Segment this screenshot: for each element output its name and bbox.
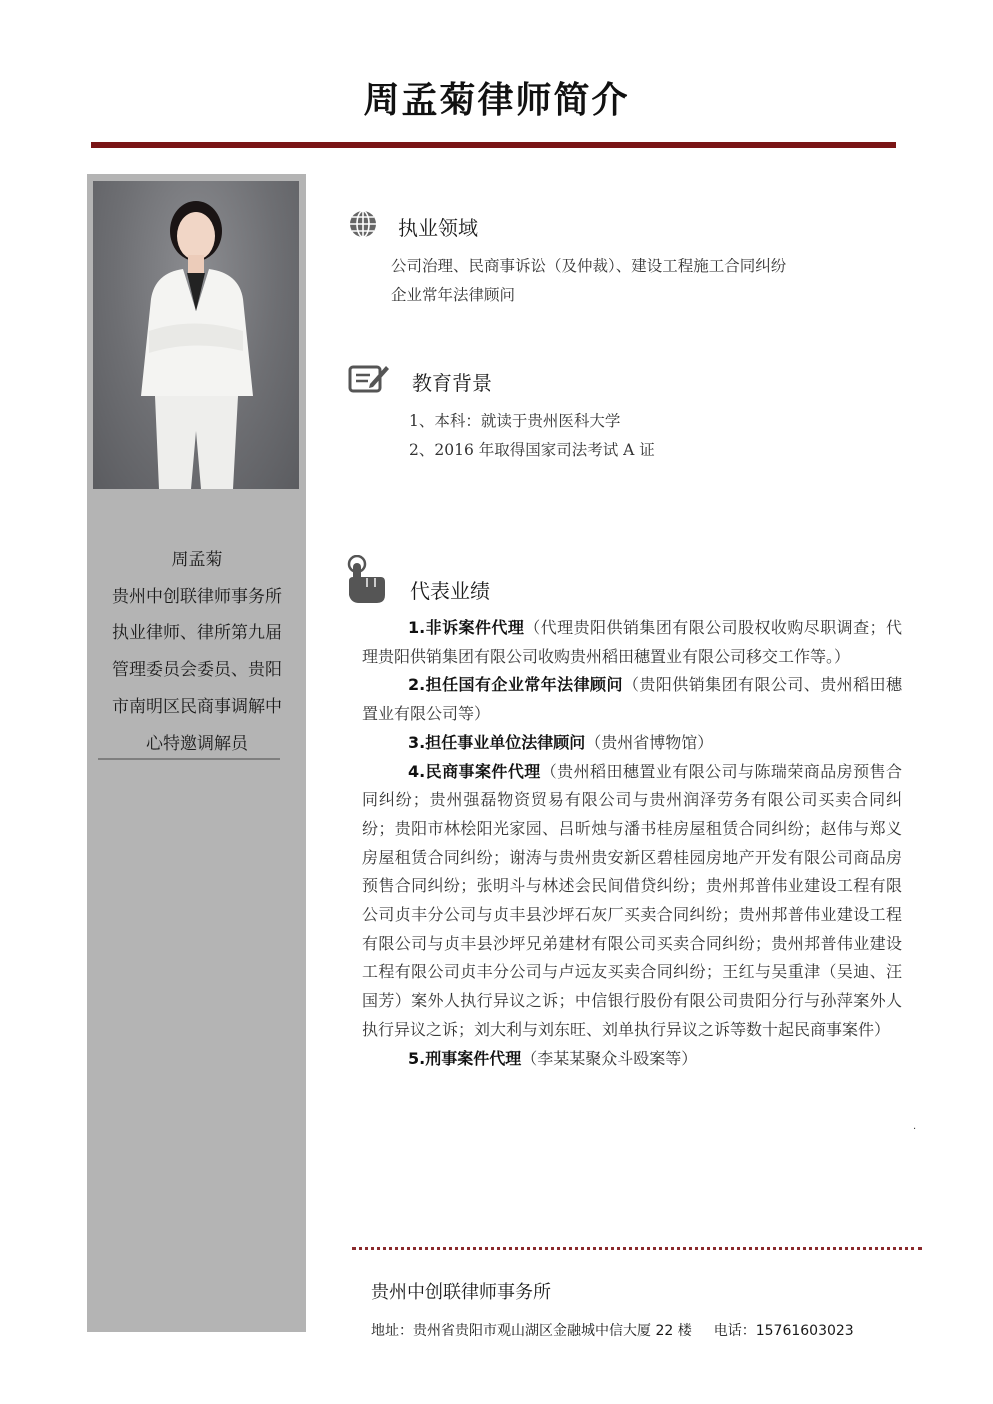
role-line: 执业律师、律所第九届 xyxy=(112,623,282,644)
achievement-body: （贵州稻田穗置业有限公司与陈瑞荣商品房预售合同纠纷；贵州强磊物资贸易有限公司与贵州润泽劳务有限公司买卖合同纠纷；贵阳市林桧阳光家园、吕昕烛与潘书桂房屋租赁合同纠纷；赵伟与郑义房屋租赁合同纠纷；谢涛与贵州贵安新区碧桂园房地产开发有限公司商品房预售合同纠纷；张明斗与林述会民间借贷纠纷；贵州邦普伟业建设工程有限公司贞丰分公司与贞丰县沙坪石灰厂买卖合同纠纷；贵州邦普伟业建设工程有限公司与贞丰县沙坪兄弟建材有限公司买卖合同纠纷；贵州邦普伟业建设工程有限公司贞丰分公司与卢远友买卖合同纠纷；王红与吴重津（吴迪、汪国芳）案外人执行异议之诉；中信银行股份有限公司贵阳分行与孙萍案外人执行异议之诉；刘大利与刘东旺、刘单执行异议之诉等数十起民商事案件） xyxy=(362,761,902,1039)
footer-contact xyxy=(371,1320,854,1340)
stray-mark: · xyxy=(913,1124,917,1135)
achievements-list xyxy=(362,614,902,1073)
pointing-hand-icon xyxy=(345,555,387,605)
edit-note-icon xyxy=(348,362,390,394)
achievement-item xyxy=(362,614,902,671)
footer-address: 地址：贵州省贵阳市观山湖区金融城中信大厦 22 楼 xyxy=(371,1323,692,1339)
practice-line: 企业常年法律顾问 xyxy=(391,286,516,304)
lawyer-name: 周孟菊 xyxy=(171,550,223,570)
education-line: 1、本科：就读于贵州医科大学 xyxy=(409,412,621,430)
role-line: 心特邀调解员 xyxy=(146,733,248,754)
footer-divider xyxy=(352,1247,922,1250)
page-title: 周孟菊律师简介 xyxy=(363,80,630,121)
achievement-body: （贵阳供销集团有限公司、贵州稻田穗置业有限公司等） xyxy=(362,675,902,724)
globe-icon xyxy=(348,209,378,239)
achievement-item xyxy=(362,671,902,728)
achievements-heading: 代表业绩 xyxy=(410,579,490,603)
footer-firm-name: 贵州中创联律师事务所 xyxy=(371,1282,551,1303)
achievement-title: 5.刑事案件代理 xyxy=(408,1048,522,1068)
education-line: 2、2016 年取得国家司法考试 A 证 xyxy=(409,441,655,459)
firm-name: 贵州中创联律师事务所 xyxy=(112,586,282,607)
footer-phone: 电话：15761603023 xyxy=(713,1323,854,1339)
role-line: 管理委员会委员、贵阳 xyxy=(112,660,282,681)
sidebar-divider xyxy=(98,758,280,760)
achievement-item xyxy=(362,729,902,758)
role-line: 市南明区民商事调解中 xyxy=(112,696,282,717)
practice-line: 公司治理、民商事诉讼（及仲裁）、建设工程施工合同纠纷 xyxy=(391,257,787,275)
profile-info xyxy=(97,542,297,762)
profile-photo xyxy=(93,181,299,489)
achievement-title: 4.民商事案件代理 xyxy=(408,761,541,781)
achievement-body: （李某某聚众斗殴案等） xyxy=(521,1048,698,1068)
achievement-body: （贵州省博物馆） xyxy=(585,732,714,752)
achievement-item xyxy=(362,1045,902,1074)
achievement-title: 1.非诉案件代理 xyxy=(408,618,525,637)
education-heading: 教育背景 xyxy=(412,371,492,395)
practice-heading: 执业领域 xyxy=(398,216,478,240)
achievement-item xyxy=(362,758,902,1045)
profile-sidebar xyxy=(87,174,306,1332)
achievement-title: 3.担任事业单位法律顾问 xyxy=(408,732,586,752)
title-divider xyxy=(91,142,896,148)
portrait-illustration xyxy=(93,181,299,489)
achievement-body: （代理贵阳供销集团有限公司股权收购尽职调查；代理贵阳供销集团有限公司收购贵州稻田穗置业有限公司移交工作等。） xyxy=(362,618,902,666)
achievement-title: 2.担任国有企业常年法律顾问 xyxy=(408,675,623,695)
